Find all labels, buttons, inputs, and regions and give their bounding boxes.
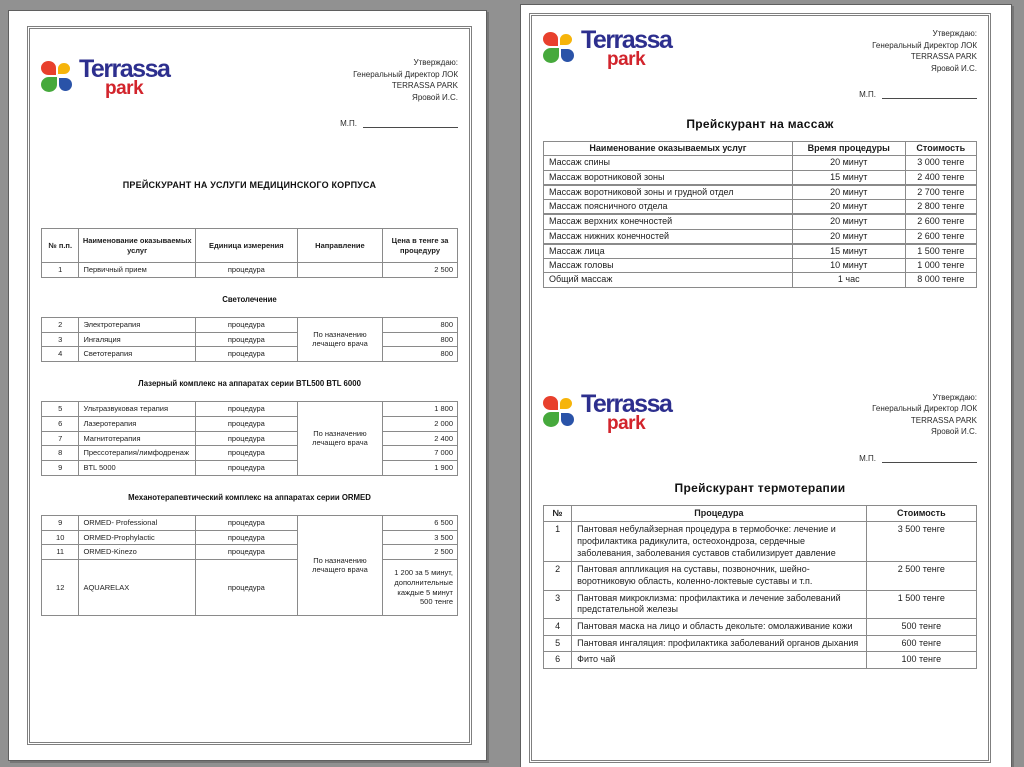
table-row — [544, 259, 977, 273]
header-name: Наименование оказываемых услуг — [544, 142, 793, 156]
cell-price: 6 500 — [383, 515, 458, 530]
cell-time: 20 минут — [792, 156, 905, 170]
approval-text — [340, 57, 458, 103]
table-row — [544, 170, 977, 185]
page-frame-inner — [531, 15, 989, 761]
cell-cost: 1 500 тенге — [866, 590, 976, 618]
cell-name: Массаж нижних конечностей — [544, 229, 793, 244]
leaf-red-icon — [543, 32, 558, 46]
cell-cost: 2 700 тенге — [905, 185, 976, 200]
cell-unit: процедура — [195, 515, 297, 530]
table-row — [544, 244, 977, 259]
cell-unit: процедура — [195, 431, 297, 446]
table-row — [42, 332, 458, 347]
cell-time: 15 минут — [792, 244, 905, 259]
cell-price: 800 — [383, 317, 458, 332]
cell-time: 10 минут — [792, 259, 905, 273]
page-content — [532, 16, 988, 760]
page-medical-services — [8, 10, 487, 761]
cell-cost: 2 500 тенге — [866, 562, 976, 590]
cell-name: Массаж поясничного отдела — [544, 200, 793, 215]
page-massage-thermo — [520, 4, 1012, 767]
services-table-light-therapy — [41, 317, 458, 362]
cell-cost: 2 600 тенге — [905, 214, 976, 229]
cell-num: 12 — [42, 560, 79, 616]
page-frame — [529, 13, 991, 763]
logo-leaves-icon — [41, 61, 76, 94]
approval-line: Генеральный Директор ЛОК — [353, 69, 458, 79]
thermotherapy-table — [543, 505, 977, 670]
cell-direction-merged: По назначению лечащего врача — [297, 515, 382, 615]
cell-unit: процедура — [195, 461, 297, 476]
header-cost: Стоимость — [866, 505, 976, 522]
leaf-red-icon — [41, 61, 56, 75]
cell-num: 5 — [544, 635, 572, 652]
terrassa-park-logo — [543, 389, 672, 434]
logo-text — [581, 28, 671, 69]
section-title: Светолечение — [222, 294, 277, 304]
cell-name: BTL 5000 — [79, 461, 195, 476]
leaf-blue-icon — [59, 78, 72, 91]
logo-text — [581, 389, 672, 434]
cell-direction — [297, 263, 382, 278]
leaf-red-icon — [543, 396, 558, 410]
cell-name: Электротерапия — [79, 317, 195, 332]
cell-num: 2 — [544, 562, 572, 590]
cell-cost: 100 тенге — [866, 652, 976, 669]
cell-time: 20 минут — [792, 185, 905, 200]
header-num: № п.п. — [42, 229, 79, 263]
approval-line: TERRASSA PARK — [910, 415, 977, 425]
cell-cost: 2 800 тенге — [905, 200, 976, 215]
cell-price: 2 400 — [383, 431, 458, 446]
cell-procedure: Пантовая ингаляция: профилактика заболеваний органов дыхания — [572, 635, 866, 652]
table-row — [42, 530, 458, 545]
approval-line: TERRASSA PARK — [910, 52, 977, 61]
cell-cost: 8 000 тенге — [905, 273, 976, 287]
cell-procedure: Пантовая маска на лицо и область декольте: омолаживание кожи — [572, 619, 866, 636]
table-row — [544, 522, 977, 562]
cell-num: 3 — [544, 590, 572, 618]
table-row — [544, 273, 977, 287]
page-header — [41, 57, 458, 128]
table-row — [42, 560, 458, 616]
cell-time: 20 минут — [792, 214, 905, 229]
header-direction: Направление — [297, 229, 382, 263]
cell-num: 9 — [42, 461, 79, 476]
cell-cost: 3 000 тенге — [905, 156, 976, 170]
cell-num: 9 — [42, 515, 79, 530]
cell-price: 7 000 — [383, 446, 458, 461]
leaf-blue-icon — [561, 49, 574, 62]
table-row — [42, 515, 458, 530]
terrassa-park-logo — [41, 57, 169, 98]
signature-line — [882, 455, 977, 463]
table-row — [544, 635, 977, 652]
cell-unit: процедура — [195, 545, 297, 560]
massage-title: Прейскурант на массаж — [686, 117, 834, 131]
table-row — [544, 590, 977, 618]
leaf-blue-icon — [561, 413, 574, 426]
cell-num: 10 — [42, 530, 79, 545]
cell-num: 3 — [42, 332, 79, 347]
cell-name: Массаж воротниковой зоны — [544, 170, 793, 185]
approval-line: Утверждаю: — [932, 29, 977, 38]
cell-name: Массаж верхних конечностей — [544, 214, 793, 229]
page-title: ПРЕЙСКУРАНТ НА УСЛУГИ МЕДИЦИНСКОГО КОРПУСА — [122, 180, 377, 190]
table-row — [42, 446, 458, 461]
leaf-green-icon — [543, 412, 559, 427]
cell-cost: 2 400 тенге — [905, 170, 976, 185]
table-row — [544, 562, 977, 590]
cell-price: 2 000 — [383, 416, 458, 431]
cell-name: Массаж лица — [544, 244, 793, 259]
approval-line: Утверждаю: — [932, 392, 977, 402]
approval-block — [859, 392, 977, 463]
signature-line — [363, 120, 458, 128]
thermo-title: Прейскурант термотерапии — [674, 480, 846, 495]
cell-cost: 1 000 тенге — [905, 259, 976, 273]
cell-price: 800 — [383, 347, 458, 362]
cell-time: 1 час — [792, 273, 905, 287]
leaf-yellow-icon — [58, 63, 70, 74]
approval-text — [859, 28, 977, 74]
page-header — [543, 389, 977, 463]
cell-procedure: Пантовая небулайзерная процедура в термобочке: лечение и профилактика радикулита, остеохондроза, сердечные заболевания, заболевания суставов стабилизирует давление — [572, 522, 866, 562]
page-frame-inner — [29, 28, 470, 743]
cell-time: 20 минут — [792, 200, 905, 215]
table-row — [42, 431, 458, 446]
services-table-laser — [41, 401, 458, 476]
header-num: № — [544, 505, 572, 522]
cell-name: Ингаляция — [79, 332, 195, 347]
cell-unit: процедура — [195, 530, 297, 545]
table-row — [544, 229, 977, 244]
cell-unit: процедура — [195, 560, 297, 616]
table-row — [544, 619, 977, 636]
cell-name: Магнитотерапия — [79, 431, 195, 446]
table-row — [544, 156, 977, 170]
table-row — [544, 652, 977, 669]
leaf-yellow-icon — [560, 34, 572, 45]
cell-name: Первичный прием — [79, 263, 195, 278]
approval-line: Генеральный Директор ЛОК — [872, 40, 977, 50]
logo-word-park: park — [607, 412, 646, 434]
cell-procedure: Пантовая микроклизма: профилактика и лечение заболеваний предстательной железы — [572, 590, 866, 618]
services-table-ormed — [41, 515, 458, 616]
cell-unit: процедура — [195, 347, 297, 362]
logo-leaves-icon — [543, 396, 578, 429]
header-procedure: Процедура — [572, 505, 866, 522]
cell-price: 1 900 — [383, 461, 458, 476]
signature-line — [882, 91, 977, 99]
cell-name: AQUARELAX — [79, 560, 195, 616]
approval-block — [340, 57, 458, 128]
cell-name: Прессотерапия/лимфодренаж — [79, 446, 195, 461]
table-row — [42, 263, 458, 278]
cell-name: Массаж воротниковой зоны и грудной отдел — [544, 185, 793, 200]
cell-num: 4 — [544, 619, 572, 636]
logo-leaves-icon — [543, 32, 578, 65]
leaf-green-icon — [41, 77, 57, 92]
stamp-label: М.П. — [340, 119, 357, 128]
table-row — [544, 200, 977, 215]
massage-table — [543, 141, 977, 288]
table-row — [544, 214, 977, 229]
cell-num: 1 — [42, 263, 79, 278]
approval-line: TERRASSA PARK — [391, 81, 458, 90]
header-unit: Единица измерения — [195, 229, 297, 263]
page-header — [543, 28, 977, 99]
stamp-row — [859, 90, 977, 99]
blank-space — [543, 288, 977, 392]
cell-cost: 1 500 тенге — [905, 244, 976, 259]
cell-num: 1 — [544, 522, 572, 562]
cell-price: 3 500 — [383, 530, 458, 545]
cell-price: 2 500 — [383, 263, 458, 278]
table-row — [544, 185, 977, 200]
table-row — [42, 545, 458, 560]
cell-name: Общий массаж — [544, 273, 793, 287]
cell-cost: 600 тенге — [866, 635, 976, 652]
services-table-main — [41, 228, 458, 278]
table-header-row — [42, 229, 458, 263]
cell-num: 4 — [42, 347, 79, 362]
cell-price: 1 800 — [383, 402, 458, 417]
logo-word-park: park — [105, 78, 144, 99]
cell-procedure: Пантовая аппликация на суставы, позвоночник, шейно-воротниковую область, коленно-локтевые суставы и т.п. — [572, 562, 866, 590]
approval-block — [859, 28, 977, 99]
cell-name: ORMED-Kinezo — [79, 545, 195, 560]
cell-name: Светотерапия — [79, 347, 195, 362]
cell-time: 15 минут — [792, 170, 905, 185]
cell-procedure: Фито чай — [572, 652, 866, 669]
leaf-green-icon — [543, 48, 559, 63]
section-title: Механотерапевтический комплекс на аппаратах серии ORMED — [128, 492, 371, 502]
cell-name: ORMED-Prophylactic — [79, 530, 195, 545]
stamp-label: М.П. — [859, 90, 876, 99]
stamp-label: М.П. — [859, 453, 876, 463]
cell-unit: процедура — [195, 317, 297, 332]
logo-text — [79, 57, 169, 98]
cell-name: Ультразвуковая терапия — [79, 402, 195, 417]
logo-word-park: park — [607, 49, 646, 70]
cell-cost: 2 600 тенге — [905, 229, 976, 244]
logo-word-terrassa: Terrassa — [581, 389, 672, 418]
cell-num: 6 — [544, 652, 572, 669]
page-content — [30, 29, 469, 742]
table-row — [42, 461, 458, 476]
stamp-row — [340, 119, 458, 128]
terrassa-park-logo — [543, 28, 671, 69]
table-row — [42, 317, 458, 332]
approval-line: Генеральный Директор ЛОК — [872, 404, 977, 413]
cell-name: ORMED- Professional — [79, 515, 195, 530]
cell-unit: процедура — [195, 263, 297, 278]
table-row — [42, 416, 458, 431]
page-frame — [27, 26, 472, 745]
cell-name: Массаж головы — [544, 259, 793, 273]
cell-num: 2 — [42, 317, 79, 332]
cell-direction-merged: По назначению лечащего врача — [297, 317, 382, 361]
approval-line: Яровой И.С. — [931, 427, 977, 436]
approval-line: Яровой И.С. — [412, 92, 458, 102]
cell-price: 2 500 — [383, 545, 458, 560]
stamp-row — [859, 454, 977, 463]
approval-text — [859, 392, 977, 438]
cell-num: 7 — [42, 431, 79, 446]
cell-unit: процедура — [195, 416, 297, 431]
approval-line: Утверждаю: — [413, 58, 458, 67]
cell-price: 800 — [383, 332, 458, 347]
cell-cost: 3 500 тенге — [866, 522, 976, 562]
cell-unit: процедура — [195, 332, 297, 347]
cell-unit: процедура — [195, 402, 297, 417]
section-title: Лазерный комплекс на аппаратах серии BTL500 BTL 6000 — [138, 379, 361, 388]
leaf-yellow-icon — [560, 398, 572, 409]
cell-unit: процедура — [195, 446, 297, 461]
cell-price: 1 200 за 5 минут, дополнительные каждые 5 минут 500 тенге — [383, 560, 458, 616]
logo-word-terrassa: Terrassa — [581, 26, 672, 54]
header-name: Наименование оказываемых услуг — [79, 229, 195, 263]
table-header-row — [544, 142, 977, 156]
cell-name: Массаж спины — [544, 156, 793, 170]
header-time: Время процедуры — [792, 142, 905, 156]
cell-num: 8 — [42, 446, 79, 461]
header-price: Цена в тенге за процедуру — [383, 229, 458, 263]
header-cost: Стоимость — [905, 142, 976, 156]
cell-num: 11 — [42, 545, 79, 560]
approval-line: Яровой И.С. — [931, 63, 977, 73]
table-row — [42, 402, 458, 417]
cell-direction-merged: По назначению лечащего врача — [297, 402, 382, 476]
cell-name: Лазеротерапия — [79, 416, 195, 431]
cell-cost: 500 тенге — [866, 619, 976, 636]
cell-time: 20 минут — [792, 229, 905, 244]
table-header-row — [544, 505, 977, 522]
table-row — [42, 347, 458, 362]
cell-num: 6 — [42, 416, 79, 431]
logo-word-terrassa: Terrassa — [79, 55, 170, 83]
cell-num: 5 — [42, 402, 79, 417]
